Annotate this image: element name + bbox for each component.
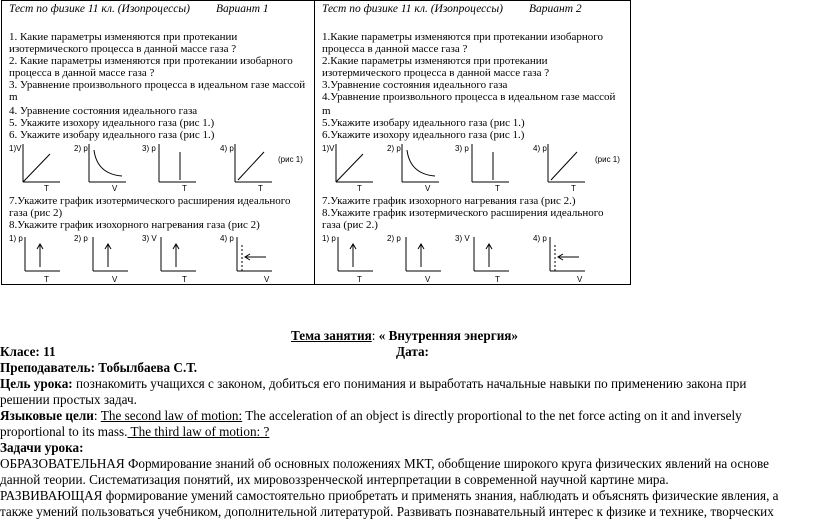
variant-2-column [315, 1, 630, 284]
question-line: 6.Укажите изохору идеального газа (рис 1.) [322, 129, 525, 141]
question-line: 1.Какие параметры изменяются при протекании изобарного [322, 31, 604, 43]
axis-label: V [112, 275, 118, 284]
graph-v-t-vertical-up [473, 237, 513, 273]
language-goals-line-2 [0, 424, 269, 440]
variant-label: Вариант 2 [529, 3, 582, 15]
question-line: 7.Укажите график изотермического расширения идеального [9, 195, 291, 207]
graph-p-t-vertical-up [24, 237, 64, 273]
graph-label: 1) p [9, 234, 23, 243]
teacher-line [0, 360, 197, 376]
graph-v-t-vertical-up [160, 237, 200, 273]
lesson-topic [291, 328, 518, 344]
question-line: процесса в данной массе газа ? [322, 43, 468, 55]
axis-label: T [357, 184, 362, 193]
question-line: 2. Какие параметры изменяются при протекании изобарного [9, 55, 293, 67]
graph-label: 3) V [455, 234, 470, 243]
graph-label: 2) p [387, 234, 401, 243]
class-label: Класе: 11 [0, 344, 56, 359]
goal-label: Цель урока: [0, 376, 73, 391]
axis-label: T [571, 184, 576, 193]
question-line: 1. Какие параметры изменяются при протекании [9, 31, 238, 43]
question-line: 4.Уравнение произвольного процесса в идеальном газе массой [322, 91, 616, 103]
question-line: изотермического процесса в данной массе газа ? [9, 43, 237, 55]
topic-label: Тема занятия [291, 328, 372, 343]
question-line: 2.Какие параметры изменяются при протекании [322, 55, 548, 67]
question-line: 4. Уравнение состояния идеального газа [9, 105, 198, 117]
graph-p-t-vertical-up [337, 237, 377, 273]
graph-label: 4) p [220, 144, 234, 153]
graph-p-t-vertical [158, 144, 198, 184]
test-table [1, 0, 631, 285]
topic-text: « Внутренняя энергия» [375, 328, 519, 343]
graph-p-t-linear [234, 144, 274, 184]
variant-2-title [322, 3, 582, 15]
axis-label: V [577, 275, 583, 284]
developmental-task-line-1: РАЗВИВАЮЩАЯ формирование умений самостоятельно приобретать и применять знания, наблюдать и объяснять физические явления, а [0, 488, 779, 503]
language-goals-separator: : [93, 408, 101, 423]
graph-p-v-vertical-up [92, 237, 132, 273]
axis-label: T [495, 275, 500, 284]
graph-v-t-linear [22, 144, 62, 184]
topic-separator: : [371, 328, 376, 343]
educational-task-line-2: данной теории. Систематизация понятий, их мировоззренческой интерпретации в современной научной картине мира. [0, 472, 669, 487]
goal-text: познакомить учащихся с законом, добиться его понимания и выработать начальные навыки по применению закона при [72, 376, 747, 391]
graph-p-v-vertical-up [405, 237, 445, 273]
graph-label: 3) p [455, 144, 469, 153]
axis-label: V [425, 275, 431, 284]
graph-p-v-hyperbola [88, 144, 128, 184]
axis-label: T [182, 184, 187, 193]
goal-line-1 [0, 376, 746, 392]
teacher-name: Тобылбаева С.Т. [95, 360, 198, 375]
second-law-label: The second law of motion: [100, 408, 243, 423]
question-line: 8.Укажите график изотермического расширения идеального [322, 207, 604, 219]
graph-label: 1) p [322, 234, 336, 243]
question-line: изотермического процесса в данной массе газа ? [322, 67, 550, 79]
graph-p-t-vertical [471, 144, 511, 184]
axis-label: T [182, 275, 187, 284]
graph-label: 1)V [9, 144, 22, 153]
question-line: 6. Укажите изобару идеального газа (рис 1.) [9, 129, 215, 141]
question-line: газа (рис 2.) [322, 219, 378, 231]
graph-label: 4) p [533, 144, 547, 153]
axis-label: T [44, 275, 49, 284]
graph-label: 3) V [142, 234, 157, 243]
graph-label: 4) p [533, 234, 547, 243]
test-title-text: Тест по физике 11 кл. (Изопроцессы) [9, 3, 190, 15]
graph-p-t-linear [547, 144, 587, 184]
second-law-text-end: proportional to its mass. [0, 424, 128, 439]
figure-caption: (рис 1) [278, 155, 303, 164]
third-law-label: The third law of motion: ? [127, 424, 270, 439]
question-line: m [9, 91, 18, 103]
graph-label: 2) p [74, 234, 88, 243]
axis-label: T [495, 184, 500, 193]
question-line: 3.Уравнение состояния идеального газа [322, 79, 508, 91]
question-line: процесса в данной массе газа ? [9, 67, 155, 79]
test-title-text: Тест по физике 11 кл. (Изопроцессы) [322, 3, 503, 15]
graph-label: 3) p [142, 144, 156, 153]
graph-v-t-linear [335, 144, 375, 184]
language-goals-line-1 [0, 408, 742, 424]
graph-label: 2) p [74, 144, 88, 153]
goal-line-2: решении простых задач. [0, 392, 137, 407]
figure-caption: (рис 1) [595, 155, 620, 164]
graph-p-v-hyperbola [401, 144, 441, 184]
axis-label: T [44, 184, 49, 193]
axis-label: T [357, 275, 362, 284]
variant-label: Вариант 1 [216, 3, 269, 15]
question-line: 5.Укажите изобару идеального газа (рис 1.) [322, 117, 525, 129]
axis-label: V [112, 184, 118, 193]
teacher-label: Преподаватель: [0, 360, 95, 375]
educational-task-line-1: ОБРАЗОВАТЕЛЬНАЯ Формирование знаний об основных положениях МКТ, обобщение широкого круга физических явлений на основе [0, 456, 769, 471]
language-goals-label: Языковые цели [0, 408, 94, 423]
graph-p-v-horizontal-left [549, 237, 589, 273]
question-line: 3. Уравнение произвольного процесса в идеальном газе массой [9, 79, 306, 91]
tasks-label: Задачи урока: [0, 440, 84, 455]
question-line: газа (рис 2) [9, 207, 63, 219]
axis-label: T [258, 184, 263, 193]
question-line: 7.Укажите график изохорного нагревания газа (рис 2.) [322, 195, 576, 207]
question-line: m [322, 105, 331, 117]
graph-label: 2) p [387, 144, 401, 153]
axis-label: V [425, 184, 431, 193]
second-law-text: The acceleration of an object is directly proportional to the net force acting on it and inversely [242, 408, 742, 423]
date-label: Дата: [396, 344, 429, 359]
axis-label: V [264, 275, 270, 284]
graph-label: 4) p [220, 234, 234, 243]
variant-1-column [2, 1, 315, 284]
developmental-task-line-2: также умений пользоваться учебником, дополнительной литературой. Развивать познавательный интерес к физике и технике, творческих [0, 504, 774, 519]
graph-label: 1)V [322, 144, 335, 153]
graph-p-v-horizontal-left [236, 237, 276, 273]
question-line: 5. Укажите изохору идеального газа (рис 1.) [9, 117, 215, 129]
variant-1-title [9, 3, 269, 15]
question-line: 8.Укажите график изохорного нагревания газа (рис 2) [9, 219, 260, 231]
